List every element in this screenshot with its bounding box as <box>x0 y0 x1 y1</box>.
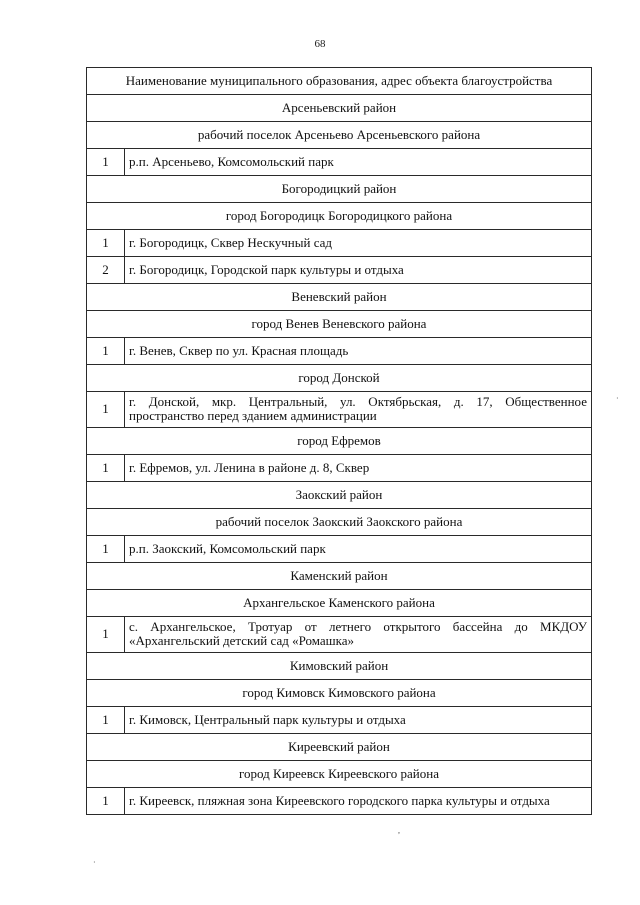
section-heading: Богородицкий район <box>87 176 592 203</box>
table-row <box>87 257 592 284</box>
row-address: р.п. Арсеньево, Комсомольский парк <box>125 149 592 176</box>
section-row <box>87 734 592 761</box>
section-heading: Кимовский район <box>87 653 592 680</box>
row-address: г. Богородицк, Городской парк культуры и отдыха <box>125 257 592 284</box>
section-row <box>87 203 592 230</box>
table-row <box>87 338 592 365</box>
section-heading: город Богородицк Богородицкого района <box>87 203 592 230</box>
section-row <box>87 761 592 788</box>
section-row <box>87 428 592 455</box>
row-number: 1 <box>87 230 125 257</box>
section-heading: город Донской <box>87 365 592 392</box>
row-address: г. Ефремов, ул. Ленина в районе д. 8, Сквер <box>125 455 592 482</box>
row-number: 1 <box>87 338 125 365</box>
table-row <box>87 536 592 563</box>
row-number: 1 <box>87 617 125 653</box>
table-header-row <box>87 68 592 95</box>
row-address: г. Донской, мкр. Центральный, ул. Октябрьская, д. 17, Общественное пространство перед зданием администрации <box>125 392 592 428</box>
section-heading: город Венев Веневского района <box>87 311 592 338</box>
scan-speck: , <box>398 826 400 835</box>
row-number: 2 <box>87 257 125 284</box>
section-heading: город Ефремов <box>87 428 592 455</box>
section-heading: рабочий поселок Заокский Заокского района <box>87 509 592 536</box>
section-row <box>87 563 592 590</box>
section-row <box>87 311 592 338</box>
scan-speck: · <box>616 394 619 403</box>
section-row <box>87 122 592 149</box>
section-heading: Архангельское Каменского района <box>87 590 592 617</box>
row-address: г. Богородицк, Сквер Нескучный сад <box>125 230 592 257</box>
section-heading: город Кимовск Кимовского района <box>87 680 592 707</box>
section-heading: Арсеньевский район <box>87 95 592 122</box>
row-number: 1 <box>87 707 125 734</box>
section-row <box>87 365 592 392</box>
table-row <box>87 617 592 653</box>
table-header: Наименование муниципального образования, адрес объекта благоустройства <box>87 68 592 95</box>
row-number: 1 <box>87 392 125 428</box>
table-row <box>87 788 592 815</box>
section-row <box>87 680 592 707</box>
row-address: г. Киреевск, пляжная зона Киреевского городского парка культуры и отдыха <box>125 788 592 815</box>
table-row <box>87 707 592 734</box>
row-number: 1 <box>87 149 125 176</box>
section-row <box>87 95 592 122</box>
section-heading: город Киреевск Киреевского района <box>87 761 592 788</box>
table-row <box>87 149 592 176</box>
table-row <box>87 230 592 257</box>
section-heading: Каменский район <box>87 563 592 590</box>
row-address: г. Кимовск, Центральный парк культуры и отдыха <box>125 707 592 734</box>
row-address: г. Венев, Сквер по ул. Красная площадь <box>125 338 592 365</box>
table-row <box>87 455 592 482</box>
row-address: р.п. Заокский, Комсомольский парк <box>125 536 592 563</box>
section-heading: Киреевский район <box>87 734 592 761</box>
row-address: с. Архангельское, Тротуар от летнего открытого бассейна до МКДОУ «Архангельский детский сад «Ромашка» <box>125 617 592 653</box>
section-row <box>87 653 592 680</box>
scan-speck: · <box>93 858 96 867</box>
page-number: 68 <box>314 38 326 50</box>
section-heading: Веневский район <box>87 284 592 311</box>
section-row <box>87 509 592 536</box>
section-heading: Заокский район <box>87 482 592 509</box>
table-row <box>87 392 592 428</box>
row-number: 1 <box>87 455 125 482</box>
section-row <box>87 176 592 203</box>
objects-table <box>86 67 592 815</box>
section-heading: рабочий поселок Арсеньево Арсеньевского района <box>87 122 592 149</box>
section-row <box>87 284 592 311</box>
section-row <box>87 590 592 617</box>
row-number: 1 <box>87 788 125 815</box>
row-number: 1 <box>87 536 125 563</box>
section-row <box>87 482 592 509</box>
